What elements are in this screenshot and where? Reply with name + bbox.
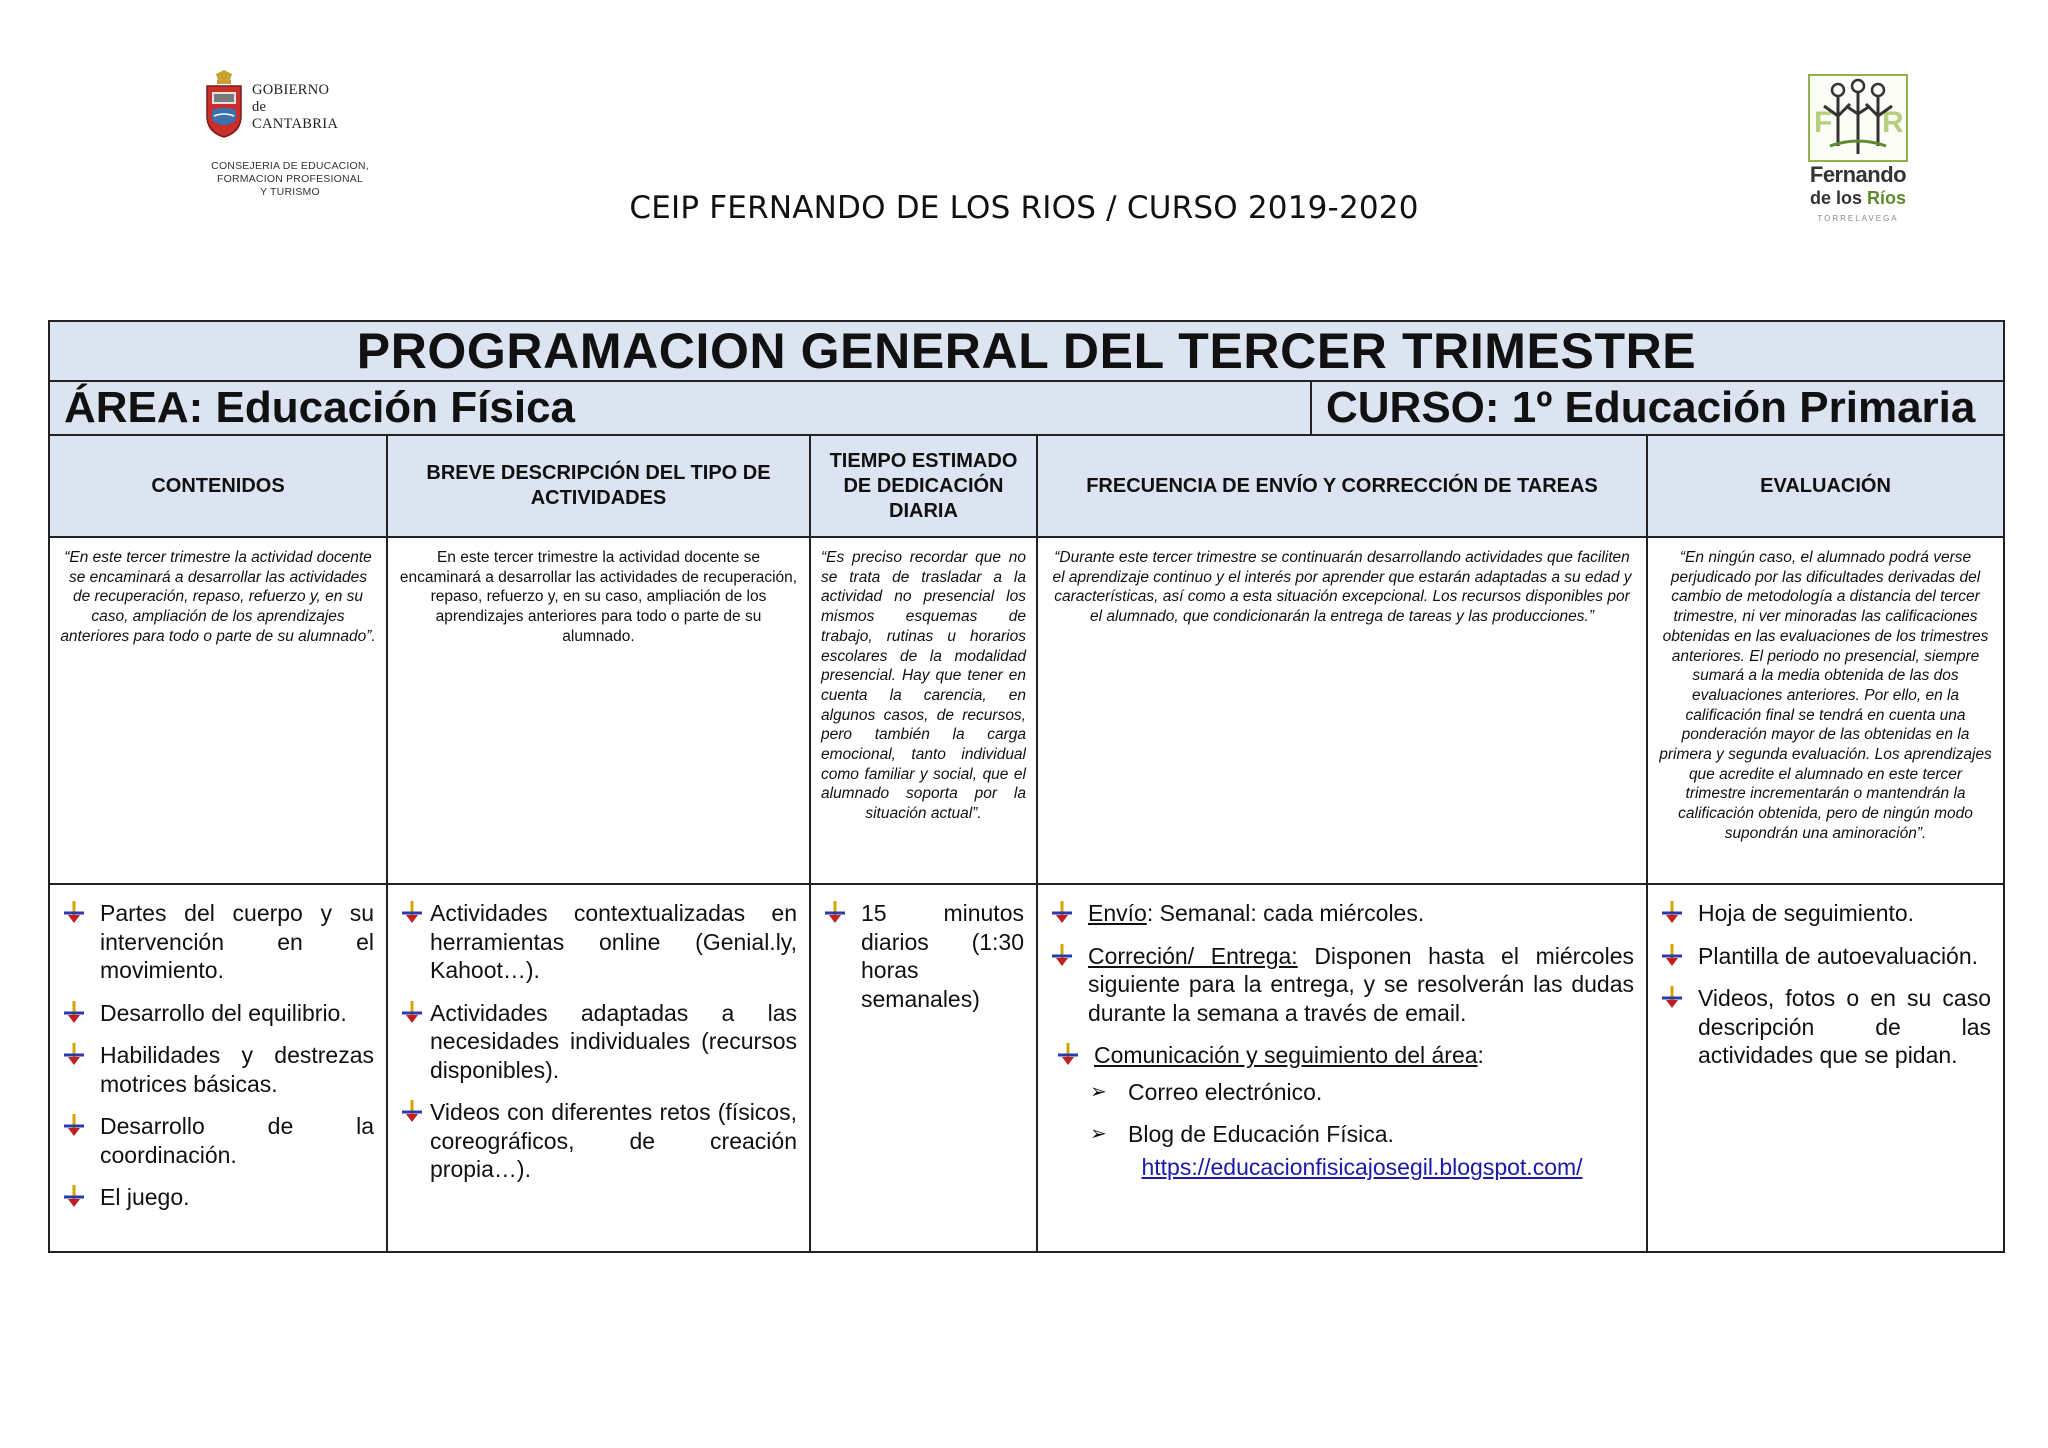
bullet-arrow-icon — [1050, 942, 1074, 970]
school-logo-town: TORRELAVEGA — [1817, 214, 1899, 223]
list-item-text — [1088, 942, 1634, 1028]
bullet-arrow-icon — [1056, 1041, 1080, 1069]
list-item — [62, 999, 374, 1028]
desc-contenidos: “En este tercer trimestre la actividad docente se encaminará a desarrollar las actividades de recuperación, repaso, refuerzo y, en su caso, ampliación de los aprendizajes anteriores para todo o parte de su alumnado”. — [49, 537, 387, 884]
bullet-arrow-icon — [62, 1041, 86, 1069]
consejeria-line-1: CONSEJERIA DE EDUCACION, — [211, 160, 369, 172]
tiempo-list — [810, 884, 1037, 1252]
school-logo-rios: Ríos — [1867, 188, 1907, 208]
school-title: CEIP FERNANDO DE LOS RIOS / CURSO 2019-2020 — [629, 190, 1419, 226]
list-item — [1050, 899, 1634, 928]
cantabria-shield-icon — [204, 70, 244, 138]
list-item-text: Videos, fotos o en su caso descripción de las actividades que se pidan. — [1698, 985, 1992, 1068]
gov-line-1: GOBIERNO — [252, 82, 330, 98]
comunicacion-text: : — [1477, 1042, 1484, 1068]
table-title: PROGRAMACION GENERAL DEL TERCER TRIMESTRE — [49, 321, 2004, 381]
header-evaluacion: EVALUACIÓN — [1647, 435, 2004, 537]
comunicacion-label: Comunicación y seguimiento del área — [1094, 1042, 1478, 1068]
list-item-text: Actividades adaptadas a las necesidades individuales (recursos disponibles). — [430, 999, 797, 1083]
svg-text:F: F — [1814, 106, 1833, 139]
school-logo-frame — [1808, 74, 1908, 162]
envio-label: Envío — [1088, 900, 1147, 926]
actividades-list — [387, 884, 810, 1252]
arrowhead-bullet-icon: ➢ — [1090, 1080, 1107, 1103]
contenidos-list — [49, 884, 387, 1252]
list-item — [823, 899, 1024, 1013]
list-item-text: Videos con diferentes retos (físicos, coreográficos, de creación propia…). — [430, 1099, 797, 1182]
sub-item-text: Correo electrónico. — [1128, 1078, 1323, 1105]
bullet-arrow-icon — [400, 899, 424, 927]
list-item-text: El juego. — [100, 1184, 190, 1210]
bullet-arrow-icon — [823, 899, 847, 927]
header-tiempo: TIEMPO ESTIMADO DE DEDICACIÓN DIARIA — [810, 435, 1037, 537]
header-contenidos: CONTENIDOS — [49, 435, 387, 537]
bullet-arrow-icon — [1660, 984, 1684, 1012]
blog-link[interactable]: https://educacionfisicajosegil.blogspot.com/ — [1141, 1153, 1583, 1180]
consejeria-line-2: FORMACION PROFESIONAL — [217, 173, 363, 185]
list-item-text: Hoja de seguimiento. — [1698, 900, 1915, 926]
desc-evaluacion: “En ningún caso, el alumnado podrá verse perjudicado por las dificultades derivadas del cambio de metodología a distancia del tercer trimestre, ni ver minoradas las calificaciones obtenidas en las evaluaciones de los trimestres anteriores. El periodo no presencial, siempre sumará a la media obtenida de las dos evaluaciones anteriores. Por ello, en la calificación final se tendrá en cuenta una ponderación mayor de las obtenidas en la primera y segunda evaluación. Los aprendizajes que acredite el alumnado en este tercer trimestre incrementarán o mantendrán la calificación obtenida, pero de ningún modo supondrán una aminoración”. — [1647, 537, 2004, 884]
list-item — [400, 899, 797, 985]
arrowhead-bullet-icon: ➢ — [1090, 1123, 1107, 1145]
list-item-text: Plantilla de autoevaluación. — [1698, 942, 1979, 969]
gov-line-3: CANTABRIA — [252, 116, 339, 132]
curso-label: CURSO: 1º Educación Primaria — [1311, 381, 2004, 435]
svg-text:R: R — [1882, 106, 1904, 139]
school-figures-icon — [1810, 76, 1906, 160]
bullet-arrow-icon — [62, 1183, 86, 1211]
consejeria-line-3: Y TURISMO — [260, 186, 320, 198]
envio-text: : Semanal: cada miércoles. — [1146, 900, 1425, 926]
desc-frecuencia: “Durante este tercer trimestre se continuarán desarrollando actividades que faciliten el aprendizaje continuo y el interés por aprender que estarán adaptadas a su edad y características, así como a esta situación excepcional. Los recursos disponibles por el alumnado, que condicionarán la entrega de tareas y las producciones.” — [1037, 537, 1647, 884]
header-frecuencia: FRECUENCIA DE ENVÍO Y CORRECCIÓN DE TAREAS — [1037, 435, 1647, 537]
list-item-text: Desarrollo del equilibrio. — [100, 999, 347, 1026]
evaluacion-list — [1647, 884, 2004, 1252]
list-item-text: Habilidades y destrezas motrices básicas. — [100, 1042, 374, 1097]
list-item-text: Partes del cuerpo y su intervención en el movimiento. — [100, 900, 374, 983]
list-item — [62, 1041, 374, 1098]
correccion-text: Disponen hasta el miércoles siguiente para la entrega, y se resolverán las dudas durante la semana a través de email. — [1088, 942, 1634, 1026]
list-item — [400, 999, 797, 1085]
desc-tiempo: “Es preciso recordar que no se trata de trasladar a la actividad no presencial los mismos esquemas de trabajo, rutinas u horarios escolares de la modalidad presencial. Hay que tener en cuenta la carencia, en algunos casos, de recursos, pero también la carga emocional, tanto individual como familiar y social, que el alumnado soporta por la situación actual”. — [810, 537, 1037, 884]
bullet-arrow-icon — [62, 899, 86, 927]
list-item — [1050, 1041, 1634, 1070]
list-item — [62, 1183, 374, 1212]
list-item-text — [1088, 899, 1634, 928]
sub-item-text: Blog de Educación Física. — [1128, 1121, 1394, 1147]
bullet-arrow-icon — [62, 999, 86, 1027]
list-item-text: Desarrollo de la coordinación. — [100, 1113, 374, 1168]
gov-line-2: de — [252, 99, 267, 115]
bullet-arrow-icon — [1050, 899, 1074, 927]
list-item — [400, 1098, 797, 1184]
bullet-arrow-icon — [1660, 899, 1684, 927]
list-item — [1660, 984, 1991, 1070]
bullet-arrow-icon — [400, 1098, 424, 1126]
desc-breve: En este tercer trimestre la actividad docente se encaminará a desarrollar las actividades de recuperación, repaso, refuerzo y, en su caso, ampliación de los aprendizajes anteriores para todo o parte de su alumnado. — [387, 537, 810, 884]
list-item-text: Actividades contextualizadas en herramientas online (Genial.ly, Kahoot…). — [430, 900, 797, 983]
header-breve-descripcion: BREVE DESCRIPCIÓN DEL TIPO DE ACTIVIDADES — [387, 435, 810, 537]
list-item — [1660, 942, 1991, 971]
school-logo-de-los: de los — [1809, 188, 1862, 208]
bullet-arrow-icon — [400, 999, 424, 1027]
sub-list-item — [1050, 1078, 1634, 1107]
frecuencia-list — [1037, 884, 1647, 1252]
school-logo-name: Fernando — [1809, 162, 1907, 187]
list-item — [1660, 899, 1991, 928]
sub-list-item — [1050, 1120, 1634, 1149]
bullet-arrow-icon — [1660, 942, 1684, 970]
area-label: ÁREA: Educación Física — [49, 381, 1311, 435]
correccion-label: Correción/ Entrega: — [1088, 942, 1298, 969]
list-item-text: 15 minutos diarios (1:30 horas semanales) — [861, 900, 1024, 1012]
programacion-table — [48, 320, 2005, 1253]
list-item — [62, 899, 374, 985]
list-item-text — [1094, 1041, 1634, 1070]
bullet-arrow-icon — [62, 1112, 86, 1140]
list-item — [1050, 942, 1634, 1028]
list-item — [62, 1112, 374, 1169]
